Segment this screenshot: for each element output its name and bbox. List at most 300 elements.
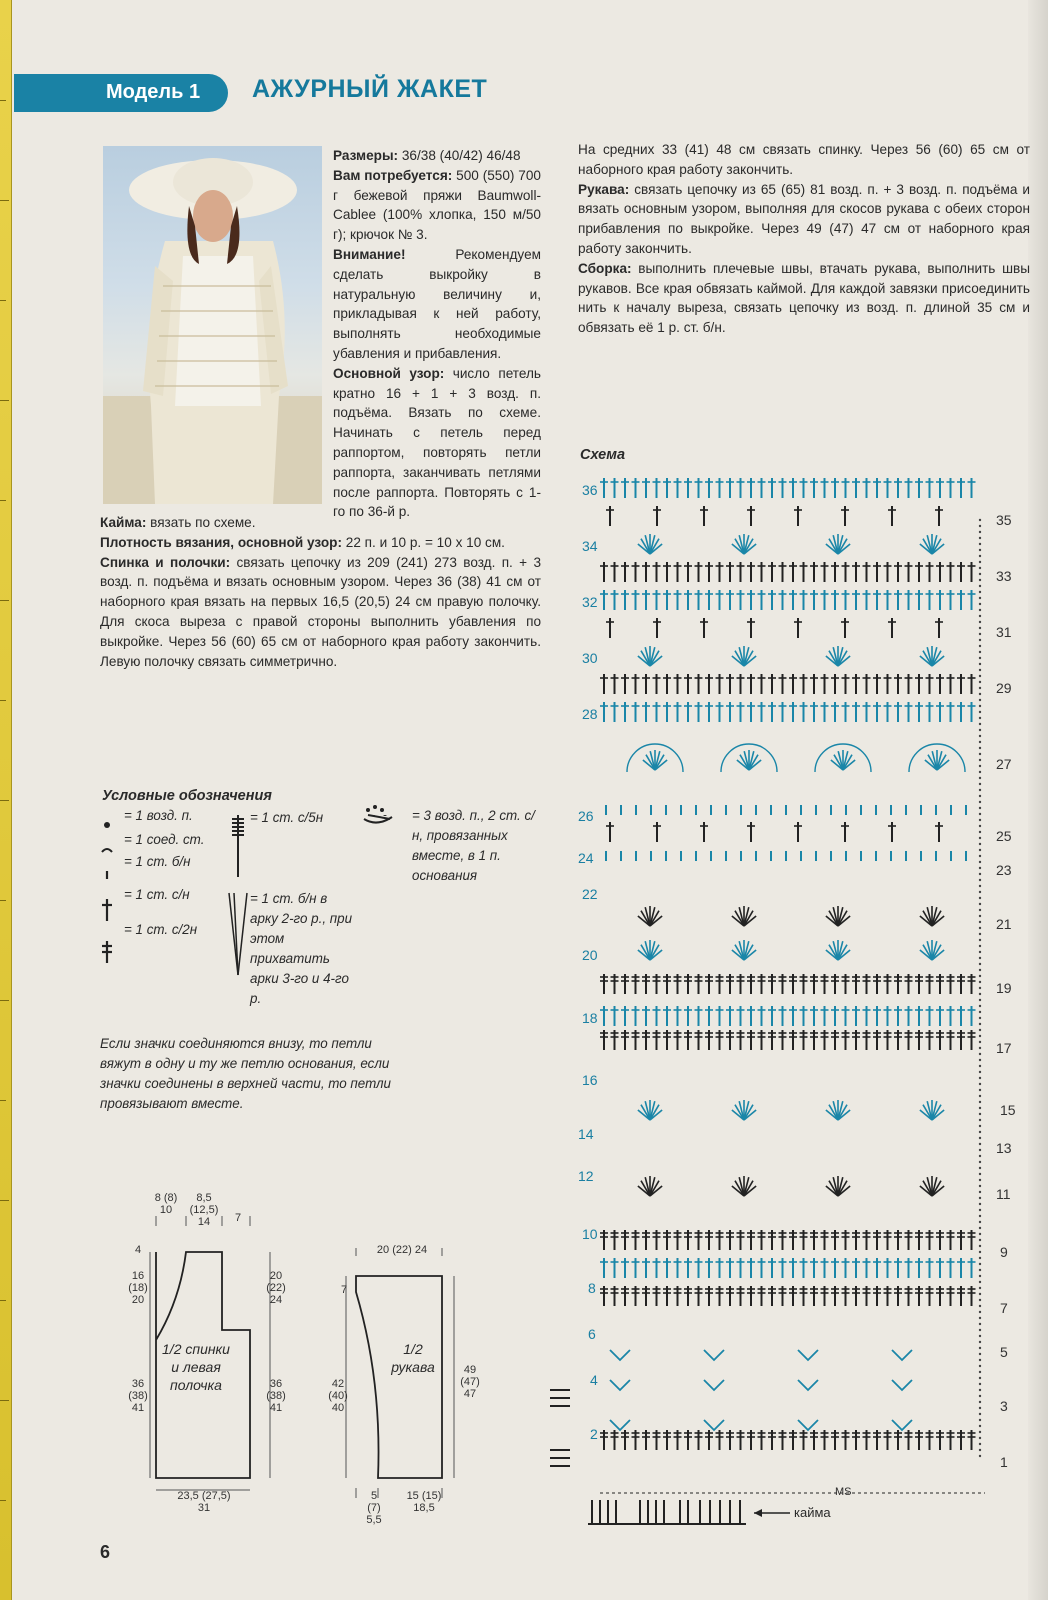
dim: 7 bbox=[234, 1212, 242, 1224]
legend-sc: = 1 ст. б/н bbox=[124, 854, 191, 869]
chain-dot bbox=[979, 1443, 981, 1445]
row-label-left: 18 bbox=[582, 1010, 598, 1026]
chain-dot bbox=[979, 1449, 981, 1451]
stitch-mark bbox=[650, 1105, 659, 1120]
chain-dot bbox=[979, 1407, 981, 1409]
cluster-mark bbox=[892, 1380, 912, 1390]
chain-dot bbox=[979, 1149, 981, 1151]
edging-strokes bbox=[550, 1390, 746, 1524]
chain-dot bbox=[979, 675, 981, 677]
stitch-mark bbox=[928, 755, 937, 770]
chain-dot bbox=[979, 663, 981, 665]
chain-dot bbox=[979, 801, 981, 803]
chain-dot bbox=[979, 1239, 981, 1241]
chain-dot bbox=[979, 1083, 981, 1085]
stitch-mark bbox=[744, 751, 749, 770]
stitch-mark bbox=[744, 535, 749, 554]
chain-dot bbox=[979, 837, 981, 839]
row-label-left: 26 bbox=[578, 808, 594, 824]
stitch-mark bbox=[744, 1105, 753, 1120]
stitch-mark bbox=[650, 751, 655, 770]
stitch-mark bbox=[641, 1105, 650, 1120]
stitch-mark bbox=[838, 651, 847, 666]
chain-dot bbox=[979, 1029, 981, 1031]
chain-dot bbox=[979, 1437, 981, 1439]
stitch-mark bbox=[732, 1186, 744, 1196]
stitch-mark bbox=[732, 1110, 744, 1120]
row-label-right: 19 bbox=[996, 980, 1012, 996]
chain-dot bbox=[979, 1425, 981, 1427]
chain-dot bbox=[979, 1107, 981, 1109]
stitch-mark bbox=[641, 911, 650, 926]
dim: 5 (7) 5,5 bbox=[366, 1490, 382, 1526]
stitch-mark bbox=[744, 647, 749, 666]
stitch-mark bbox=[735, 1181, 744, 1196]
stitch-mark bbox=[740, 755, 749, 770]
cluster-mark bbox=[798, 1350, 818, 1360]
stitch-mark bbox=[650, 535, 655, 554]
cluster-mark bbox=[610, 1420, 630, 1430]
stitch-mark bbox=[739, 647, 744, 666]
chain-dot bbox=[979, 1323, 981, 1325]
row-label-left: 30 bbox=[582, 650, 598, 666]
chain-dot bbox=[979, 939, 981, 941]
stitch-mark bbox=[927, 535, 932, 554]
chain-dot bbox=[979, 651, 981, 653]
stitch-mark bbox=[937, 760, 949, 770]
chain-dot bbox=[979, 1155, 981, 1157]
stitch-mark bbox=[927, 907, 932, 926]
chain-dot bbox=[979, 609, 981, 611]
chain-dot bbox=[979, 777, 981, 779]
stitch-mark bbox=[655, 760, 667, 770]
stitch-mark bbox=[831, 760, 843, 770]
page-number: 6 bbox=[100, 1542, 111, 1562]
chain-dot bbox=[979, 1023, 981, 1025]
stitch-mark bbox=[744, 1101, 749, 1120]
model-banner bbox=[14, 74, 228, 112]
legend-cluster: = 3 возд. п., 2 ст. с/н, провязанных вместе, в 1 п. основания bbox=[412, 808, 535, 883]
stitch-mark bbox=[744, 544, 756, 554]
stitch-mark bbox=[843, 760, 855, 770]
row-label-right: 1 bbox=[1000, 1454, 1008, 1470]
stitch-mark bbox=[737, 760, 749, 770]
stitch-mark bbox=[744, 1186, 756, 1196]
legend-chain: = 1 возд. п. bbox=[124, 808, 193, 823]
stitch-mark bbox=[932, 1186, 944, 1196]
chain-dot bbox=[979, 597, 981, 599]
stitch-mark bbox=[932, 656, 944, 666]
stitch-mark bbox=[838, 1181, 847, 1196]
stitch-mark bbox=[927, 1101, 932, 1120]
stitch-mark bbox=[650, 647, 655, 666]
chain-dot bbox=[979, 1377, 981, 1379]
legend-note: Если значки соединяются внизу, то петли вяжут в одну и ту же петлю основания, если значки соединены в верхней части, то петли провязывают вместе. bbox=[100, 1036, 391, 1111]
chain-dot bbox=[979, 1059, 981, 1061]
cluster-mark bbox=[610, 1350, 630, 1360]
model-label: Модель 1 bbox=[106, 81, 201, 103]
stitch-mark bbox=[826, 1186, 838, 1196]
page-edge-shadow bbox=[1028, 0, 1048, 1600]
chain-dot bbox=[979, 1365, 981, 1367]
dim: 7 bbox=[340, 1284, 348, 1296]
chain-dot bbox=[979, 849, 981, 851]
chain-dot bbox=[979, 711, 981, 713]
chain-dot bbox=[979, 591, 981, 593]
chain-dot bbox=[979, 1077, 981, 1079]
chain-dot bbox=[979, 951, 981, 953]
stitch-mark bbox=[838, 1186, 850, 1196]
chain-dot bbox=[979, 1281, 981, 1283]
chain-dot bbox=[979, 1179, 981, 1181]
cluster-mark bbox=[892, 1350, 912, 1360]
stitch-mark bbox=[925, 760, 937, 770]
stitch-mark bbox=[829, 1105, 838, 1120]
chain-dot bbox=[979, 1287, 981, 1289]
chain-dot bbox=[979, 795, 981, 797]
stitch-mark bbox=[638, 950, 650, 960]
chain-dot bbox=[979, 963, 981, 965]
chain-dot bbox=[979, 1191, 981, 1193]
row-label-left: 32 bbox=[582, 594, 598, 610]
stitch-mark bbox=[650, 941, 655, 960]
stitch-mark bbox=[735, 945, 744, 960]
chain-dot bbox=[979, 753, 981, 755]
stitch-mark bbox=[638, 544, 650, 554]
stitch-mark bbox=[838, 907, 843, 926]
chain-dot bbox=[979, 1143, 981, 1145]
chain-dot bbox=[979, 585, 981, 587]
stitch-mark bbox=[744, 945, 753, 960]
stitch-mark bbox=[744, 916, 756, 926]
dim: 8 (8) 10 bbox=[154, 1192, 178, 1216]
stitch-mark bbox=[838, 647, 843, 666]
row-label-right: 27 bbox=[996, 756, 1012, 772]
stitch-mark bbox=[650, 950, 662, 960]
stitch-mark bbox=[932, 1110, 944, 1120]
row-label-right: 29 bbox=[996, 680, 1012, 696]
row-label-left: 36 bbox=[582, 482, 598, 498]
stitch-mark bbox=[838, 751, 843, 770]
stitch-mark bbox=[645, 941, 650, 960]
chain-dot bbox=[979, 783, 981, 785]
cluster-mark bbox=[704, 1420, 724, 1430]
stitch-mark bbox=[920, 544, 932, 554]
chain-dot bbox=[979, 1017, 981, 1019]
chain-dot bbox=[979, 1215, 981, 1217]
chain-dot bbox=[979, 1257, 981, 1259]
chain-dot bbox=[979, 1383, 981, 1385]
row-label-left: 28 bbox=[582, 706, 598, 722]
chain-dot bbox=[979, 1293, 981, 1295]
dim: 36 (38) 41 bbox=[128, 1378, 148, 1414]
stitch-mark bbox=[744, 941, 749, 960]
stitch-mark bbox=[655, 755, 664, 770]
legend-sc-arc: = 1 ст. б/н в арку 2-го р., при этом прихватить арки 3-го и 4-го р. bbox=[250, 891, 353, 1006]
stitch-mark bbox=[932, 1105, 941, 1120]
chain-dot bbox=[979, 1233, 981, 1235]
stitch-mark bbox=[645, 1101, 650, 1120]
chain-dot bbox=[979, 1359, 981, 1361]
legend-5tr: = 1 ст. с/5н bbox=[250, 810, 324, 825]
chain-dot bbox=[979, 543, 981, 545]
cluster-mark bbox=[892, 1420, 912, 1430]
chain-dot bbox=[979, 519, 981, 521]
chain-dot bbox=[979, 561, 981, 563]
stitch-mark bbox=[826, 916, 838, 926]
chain-dot bbox=[979, 1041, 981, 1043]
stitch-mark bbox=[838, 1105, 847, 1120]
chain-dot bbox=[979, 573, 981, 575]
page-title: АЖУРНЫЙ ЖАКЕТ bbox=[252, 75, 488, 103]
stitch-mark bbox=[932, 911, 941, 926]
stitch-mark bbox=[932, 1177, 937, 1196]
chain-dot bbox=[979, 639, 981, 641]
stitch-mark bbox=[744, 656, 756, 666]
stitch-mark bbox=[833, 1177, 838, 1196]
cluster-mark bbox=[704, 1380, 724, 1390]
stitch-mark bbox=[833, 647, 838, 666]
stitch-mark bbox=[838, 539, 847, 554]
stitch-mark bbox=[744, 911, 753, 926]
stitch-mark bbox=[650, 1186, 662, 1196]
chain-dot bbox=[979, 957, 981, 959]
stitch-mark bbox=[829, 911, 838, 926]
stitch-mark bbox=[932, 916, 944, 926]
chain-dot bbox=[979, 1329, 981, 1331]
chain-dot bbox=[979, 549, 981, 551]
stitch-mark bbox=[732, 950, 744, 960]
dim: 20 (22) 24 bbox=[266, 1270, 286, 1306]
chain-dot bbox=[979, 615, 981, 617]
chain-dot bbox=[979, 987, 981, 989]
cluster-mark bbox=[798, 1380, 818, 1390]
stitch-mark bbox=[923, 945, 932, 960]
instructions-right: На средних 33 (41) 48 см связать спинку. Через 56 (60) 65 см от наборного края работу закончить. Рукава: связать цепочку из 65 (65) 81 возд. п. + 3 возд. п. подъёма и вязать основным узором, выполняя для скосов рукава с обеих сторон прибавления по выкройке. Через 49 (47) 47 см от наборного края работу закончить. Сборка: выполнить плечевые швы, втачать рукава, выполнить швы рукавов. Все края обвязать каймой. Для каждой завязки присоединить нить к началу выреза, связать цепочку из возд. п. длиной 35 см и обвязать её 1 р. ст. б/н. bbox=[578, 142, 1030, 336]
stitch-mark bbox=[826, 544, 838, 554]
stitch-mark bbox=[920, 1110, 932, 1120]
row-label-right: 11 bbox=[996, 1186, 1011, 1202]
stitch-mark bbox=[833, 1101, 838, 1120]
chain-dot bbox=[979, 567, 981, 569]
chain-dot bbox=[979, 807, 981, 809]
row-label-right: 3 bbox=[1000, 1398, 1008, 1414]
chain-dot bbox=[979, 741, 981, 743]
stitch-mark bbox=[744, 907, 749, 926]
stitch-mark bbox=[732, 544, 744, 554]
row-label-right: 33 bbox=[996, 568, 1012, 584]
stitch-mark bbox=[923, 651, 932, 666]
stitch-mark bbox=[646, 755, 655, 770]
stitch-mark bbox=[749, 751, 754, 770]
stitch-mark bbox=[838, 945, 847, 960]
stitch-mark bbox=[641, 1181, 650, 1196]
stitch-mark bbox=[937, 751, 942, 770]
stitch-mark bbox=[843, 755, 852, 770]
stitch-mark bbox=[932, 950, 944, 960]
stitch-mark bbox=[645, 907, 650, 926]
chain-dot bbox=[979, 669, 981, 671]
row-label-left: 14 bbox=[578, 1126, 594, 1142]
stitch-mark bbox=[920, 916, 932, 926]
row-label-right: 7 bbox=[1000, 1300, 1008, 1316]
cluster-mark bbox=[610, 1380, 630, 1390]
stitch-mark bbox=[749, 755, 758, 770]
dim: 8,5 (12,5) 14 bbox=[189, 1192, 219, 1228]
stitch-mark bbox=[638, 1186, 650, 1196]
stitch-mark bbox=[932, 544, 944, 554]
chain-dot bbox=[979, 789, 981, 791]
stitch-mark bbox=[826, 950, 838, 960]
chain-dot bbox=[979, 903, 981, 905]
stitch-mark bbox=[927, 647, 932, 666]
chain-dot bbox=[979, 645, 981, 647]
chain-dot bbox=[979, 819, 981, 821]
woman-in-hat-illustration bbox=[103, 146, 322, 504]
chain-dot bbox=[979, 861, 981, 863]
stitch-mark bbox=[650, 945, 659, 960]
materials-text: Размеры: 36/38 (40/42) 46/48 Вам потребуется: 500 (550) 700 г бежевой пряжи Baumwoll-Cablee (100% хлопка, 150 м/50 г); крючок № 3. Внимание! Рекомендуем сделать выкройку в натуральную величину и, прикладывая к ней работу, выполнять необходимые убавления и прибавления. Основной узор: число петель кратно 16 + 1 + 3 возд. п. подъёма. Вязать по схеме. Начинать с петель перед раппортом, повторять петли раппорта, заканчивать петлями после раппорта. Повторять с 1-го по 36-й р. bbox=[333, 148, 541, 520]
chain-dot bbox=[979, 909, 981, 911]
chain-dot bbox=[979, 891, 981, 893]
chain-dot bbox=[979, 633, 981, 635]
stitch-mark bbox=[927, 1177, 932, 1196]
legend-title: Условные обозначения bbox=[102, 788, 272, 804]
chain-dot bbox=[979, 1317, 981, 1319]
chain-dot bbox=[979, 1131, 981, 1133]
row-label-left: 2 bbox=[590, 1426, 598, 1442]
legend-cluster-symbol bbox=[360, 805, 400, 829]
chain-dot bbox=[979, 1347, 981, 1349]
stitch-mark bbox=[932, 945, 941, 960]
chain-dot bbox=[979, 825, 981, 827]
chain-dot bbox=[979, 1209, 981, 1211]
stitch-mark bbox=[645, 1177, 650, 1196]
chain-dot bbox=[979, 705, 981, 707]
stitch-mark bbox=[744, 1110, 756, 1120]
dim: 49 (47) 47 bbox=[460, 1364, 480, 1400]
stitch-mark bbox=[932, 539, 941, 554]
chain-dot bbox=[979, 1431, 981, 1433]
stitch-mark bbox=[749, 760, 761, 770]
chain-dot bbox=[979, 813, 981, 815]
chain-dot bbox=[979, 1047, 981, 1049]
stitch-mark bbox=[932, 651, 941, 666]
chain-dot bbox=[979, 657, 981, 659]
stitch-mark bbox=[650, 1101, 655, 1120]
row-label-right: 13 bbox=[996, 1140, 1012, 1156]
yellow-ruler-strip bbox=[0, 0, 12, 1600]
chain-dot bbox=[979, 1071, 981, 1073]
stitch-mark bbox=[838, 1177, 843, 1196]
dim: 20 (22) 24 bbox=[376, 1244, 428, 1256]
chain-dot bbox=[979, 999, 981, 1001]
chain-dot bbox=[979, 945, 981, 947]
chain-dot bbox=[979, 771, 981, 773]
row-label-left: 16 bbox=[582, 1072, 598, 1088]
dim: 23,5 (27,5) 31 bbox=[177, 1490, 231, 1514]
stitch-mark bbox=[927, 941, 932, 960]
stitch-mark bbox=[923, 1105, 932, 1120]
stitch-mark bbox=[650, 539, 659, 554]
chain-dot bbox=[979, 1311, 981, 1313]
chain-dot bbox=[979, 1269, 981, 1271]
stitch-mark bbox=[932, 751, 937, 770]
chain-dot bbox=[979, 1275, 981, 1277]
legend-tr: = 1 ст. с/2н bbox=[124, 922, 198, 937]
chain-dot bbox=[979, 1113, 981, 1115]
chain-dot bbox=[979, 759, 981, 761]
stitch-mark bbox=[923, 539, 932, 554]
stitch-mark bbox=[744, 539, 753, 554]
chain-dot bbox=[979, 531, 981, 533]
chain-dot bbox=[979, 1227, 981, 1229]
stitch-mark bbox=[732, 916, 744, 926]
stitch-mark bbox=[838, 941, 843, 960]
chain-dot bbox=[979, 885, 981, 887]
stitch-mark bbox=[932, 907, 937, 926]
chain-dot bbox=[979, 1161, 981, 1163]
chain-dot bbox=[979, 1011, 981, 1013]
ms-label: MS bbox=[835, 1486, 852, 1498]
stitch-mark bbox=[920, 656, 932, 666]
row-label-right: 9 bbox=[1000, 1244, 1008, 1260]
stitch-mark bbox=[838, 656, 850, 666]
chain-dot bbox=[979, 1065, 981, 1067]
stitch-mark bbox=[739, 1177, 744, 1196]
chain-dot bbox=[979, 747, 981, 749]
chain-dot bbox=[979, 1341, 981, 1343]
stitch-mark bbox=[739, 535, 744, 554]
chain-dot bbox=[979, 855, 981, 857]
stitch-mark bbox=[650, 916, 662, 926]
chain-dot bbox=[979, 555, 981, 557]
stitch-mark bbox=[744, 1181, 753, 1196]
model-photo bbox=[103, 146, 322, 504]
chain-dot bbox=[979, 699, 981, 701]
chain-dot bbox=[979, 831, 981, 833]
chain-dot bbox=[979, 1095, 981, 1097]
stitch-mark bbox=[838, 544, 850, 554]
chain-dot bbox=[979, 897, 981, 899]
chain-dot bbox=[979, 1167, 981, 1169]
stitch-mark bbox=[650, 651, 659, 666]
stitch-mark bbox=[833, 941, 838, 960]
chain-dot bbox=[979, 1353, 981, 1355]
chain-dot bbox=[979, 873, 981, 875]
stitch-mark bbox=[829, 651, 838, 666]
row-label-left: 12 bbox=[578, 1168, 594, 1184]
row-label-right: 25 bbox=[996, 828, 1012, 844]
stitch-mark bbox=[735, 539, 744, 554]
stitch-mark bbox=[650, 1110, 662, 1120]
body-pattern-label: 1/2 спинки и левая полочка bbox=[162, 1341, 230, 1393]
stitch-mark bbox=[739, 941, 744, 960]
stitch-mark bbox=[923, 1181, 932, 1196]
chain-dot bbox=[979, 1395, 981, 1397]
stitch-mark bbox=[932, 535, 937, 554]
row-label-left: 6 bbox=[588, 1326, 596, 1342]
row-label-left: 10 bbox=[582, 1226, 598, 1242]
chain-dot bbox=[979, 1263, 981, 1265]
chain-dot bbox=[979, 681, 981, 683]
row-label-left: 20 bbox=[582, 947, 598, 963]
chain-dot bbox=[979, 717, 981, 719]
instructions-left: Кайма: вязать по схеме. Плотность вязания, основной узор: 22 п. и 10 р. = 10 х 10 см. Спинка и полочки: связать цепочку из 209 (241) 273 возд. п. + 3 возд. п. подъёма и вязать основным узором. Через 36 (38) 41 см от наборного края вязать на первых 16,5 (20,5) 24 см правую полочку. Для скоса выреза с правой стороны выполнить убавления по выкройке. Через 56 (60) 65 см от наборного края работу закончить. Левую полочку связать симметрично. bbox=[100, 515, 542, 669]
chain-dot bbox=[979, 1251, 981, 1253]
chain-dot bbox=[979, 1119, 981, 1121]
chain-dot bbox=[979, 1455, 981, 1457]
